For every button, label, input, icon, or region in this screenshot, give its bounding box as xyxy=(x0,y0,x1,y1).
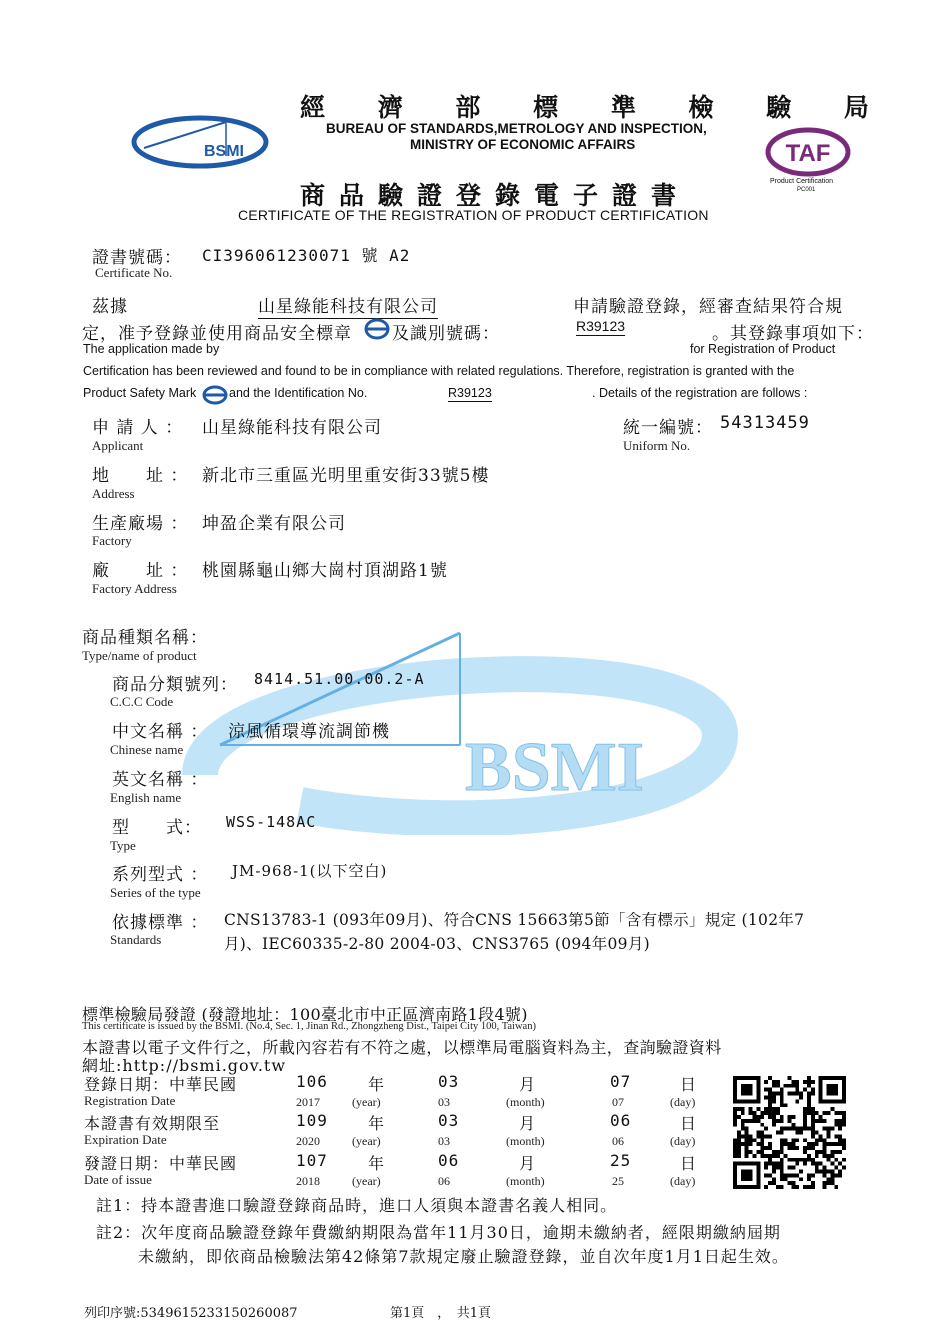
certificate-title-cn: 商品驗證登錄電子證書 xyxy=(300,181,691,210)
applicant-value: 山星綠能科技有限公司 xyxy=(202,418,382,438)
date-year-en: 2018 xyxy=(296,1174,320,1188)
month-unit-cn: 月 xyxy=(519,1075,537,1094)
ccc-label: 商品分類號列： xyxy=(112,675,238,695)
svg-text:TAF: TAF xyxy=(785,140,831,167)
address-label: 地 址 ： xyxy=(92,466,189,486)
preamble-hereby: 茲據 xyxy=(92,297,128,317)
chinese-name-label-en: Chinese name xyxy=(110,742,184,757)
date-year: 107 xyxy=(296,1151,328,1170)
english-name-label-en: English name xyxy=(110,790,182,805)
date-day-en: 06 xyxy=(612,1134,624,1148)
cert-no-label: 證書號碼： xyxy=(92,248,182,268)
page-number: 第1頁 ， 共1頁 xyxy=(390,1306,492,1321)
series-value: JM-968-1(以下空白) xyxy=(232,862,388,880)
ccc-value: 8414.51.00.00.2-A xyxy=(254,670,425,688)
month-unit-en: (month) xyxy=(506,1095,545,1109)
date-year-en: 2020 xyxy=(296,1134,320,1148)
day-unit-cn: 日 xyxy=(680,1154,698,1173)
print-serial: 列印序號:5349615233150260087 xyxy=(84,1306,298,1321)
series-label-en: Series of the type xyxy=(110,885,201,900)
ccc-label-en: C.C.C Code xyxy=(110,694,174,709)
factory-label-en: Factory xyxy=(92,533,132,548)
date-year: 106 xyxy=(296,1072,328,1091)
preamble-id-no: R39123 xyxy=(576,318,626,334)
svg-text:BSMI: BSMI xyxy=(465,729,644,806)
address-value: 新北市三重區光明里重安街33號5樓 xyxy=(202,466,490,486)
date-day-en: 07 xyxy=(612,1095,624,1109)
month-unit-cn: 月 xyxy=(519,1154,537,1173)
year-unit-cn: 年 xyxy=(368,1075,386,1094)
preamble-company: 山星綠能科技有限公司 xyxy=(258,292,438,319)
model-label: 型 式： xyxy=(112,818,202,838)
month-unit-en: (month) xyxy=(506,1174,545,1188)
preamble-line1: 申請驗證登錄，經審查結果符合規 xyxy=(573,297,843,317)
preamble-en-3d: . Details of the registration are follows : xyxy=(592,386,808,400)
date-year-en: 2017 xyxy=(296,1095,320,1109)
cert-no-value: CI396061230071 號 A2 xyxy=(202,246,411,265)
note-2-line-2: 未繳納，即依商品檢驗法第42條第7款規定廢止驗證登錄，並自次年度1月1日起生效。 xyxy=(138,1247,789,1266)
preamble-en-1a: The application made by xyxy=(83,342,220,356)
date-day: 07 xyxy=(610,1072,632,1091)
date-day: 06 xyxy=(610,1111,632,1130)
factory-address-label-en: Factory Address xyxy=(92,581,177,596)
note-1: 註1：持本證書進口驗證登錄商品時，進口人須與本證書名義人相同。 xyxy=(96,1196,618,1215)
date-month: 03 xyxy=(438,1111,460,1130)
year-unit-cn: 年 xyxy=(368,1154,386,1173)
date-month: 03 xyxy=(438,1072,460,1091)
preamble-line2b: 及識別號碼： xyxy=(392,324,500,344)
bureau-title-en-1: BUREAU OF STANDARDS,METROLOGY AND INSPECTION, xyxy=(326,121,707,136)
day-unit-en: (day) xyxy=(670,1134,696,1148)
chinese-name-value: 涼風循環導流調節機 xyxy=(228,722,390,742)
year-unit-en: (year) xyxy=(352,1134,381,1148)
english-name-label: 英文名稱 ： xyxy=(112,770,209,790)
safety-mark-icon-small xyxy=(202,385,228,409)
year-unit-en: (year) xyxy=(352,1095,381,1109)
address-label-en: Address xyxy=(92,486,135,501)
qr-code xyxy=(733,1076,846,1189)
electronic-note-2: 網址:http://bsmi.gov.tw xyxy=(82,1056,287,1075)
preamble-en-2: Certification has been reviewed and found to be in compliance with related regulations. Therefore, registration is granted with the xyxy=(83,364,795,378)
date-label-cn: 登錄日期：中華民國 xyxy=(84,1075,238,1094)
applicant-label: 申 請 人 ： xyxy=(92,418,184,438)
preamble-line2c: 。其登錄事項如下： xyxy=(712,324,874,344)
standards-label: 依據標準 ： xyxy=(112,913,209,933)
date-label-en: Date of issue xyxy=(84,1172,152,1187)
date-label-en: Registration Date xyxy=(84,1093,176,1108)
date-day-en: 25 xyxy=(612,1174,624,1188)
preamble-en-3a: Product Safety Mark xyxy=(83,386,197,400)
date-label-cn: 本證書有效期限至 xyxy=(84,1114,221,1133)
electronic-note-1: 本證書以電子文件行之，所載內容若有不符之處，以標準局電腦資料為主，查詢驗證資料 xyxy=(82,1038,722,1057)
chinese-name-label: 中文名稱 ： xyxy=(112,722,209,742)
applicant-label-en: Applicant xyxy=(92,438,144,453)
standards-label-en: Standards xyxy=(110,932,162,947)
product-type-label: 商品種類名稱： xyxy=(82,628,208,648)
month-unit-en: (month) xyxy=(506,1134,545,1148)
year-unit-cn: 年 xyxy=(368,1114,386,1133)
uniform-no-label-en: Uniform No. xyxy=(623,438,691,453)
date-month-en: 06 xyxy=(438,1174,450,1188)
factory-address-value: 桃園縣龜山鄉大崗村頂湖路1號 xyxy=(202,561,448,581)
month-unit-cn: 月 xyxy=(519,1114,537,1133)
year-unit-en: (year) xyxy=(352,1174,381,1188)
bureau-title-cn: 經 濟 部 標 準 檢 驗 局 xyxy=(300,93,891,122)
model-value: WSS-148AC xyxy=(226,813,317,831)
date-month: 06 xyxy=(438,1151,460,1170)
factory-address-label: 廠 址 ： xyxy=(92,561,189,581)
certificate-title-en: CERTIFICATE OF THE REGISTRATION OF PRODUCT CERTIFICATION xyxy=(238,207,709,223)
bsmi-logo xyxy=(130,112,270,170)
product-type-label-en: Type/name of product xyxy=(82,648,197,663)
date-month-en: 03 xyxy=(438,1134,450,1148)
issuer-line-en: This certificate is issued by the BSMI. (No.4, Sec. 1, Jinan Rd., Zhongzheng Dist., Taipei City 100, Taiwan) xyxy=(82,1021,536,1032)
day-unit-cn: 日 xyxy=(680,1114,698,1133)
day-unit-en: (day) xyxy=(670,1095,696,1109)
safety-mark-icon xyxy=(364,318,390,344)
uniform-no-value: 54313459 xyxy=(720,413,810,433)
day-unit-cn: 日 xyxy=(680,1075,698,1094)
issuer-line-cn: 標準檢驗局發證 (發證地址：100臺北市中正區濟南路1段4號) xyxy=(82,1005,528,1024)
model-label-en: Type xyxy=(110,838,136,853)
uniform-no-label: 統一編號： xyxy=(623,418,713,438)
standards-value-2: 月)、IEC60335-2-80 2004-03、CNS3765 (094年09月) xyxy=(224,935,650,953)
preamble-en-1b: for Registration of Product xyxy=(690,342,836,356)
factory-label: 生產廠場 ： xyxy=(92,514,189,534)
note-2-line-1: 註2：次年度商品驗證登錄年費繳納期限為當年11月30日，逾期未繳納者，經限期繳納屆期 xyxy=(96,1223,781,1242)
date-day: 25 xyxy=(610,1151,632,1170)
preamble-line2a: 定，准予登錄並使用商品安全標章 xyxy=(82,324,352,344)
cert-no-label-en: Certificate No. xyxy=(95,265,173,280)
standards-value-1: CNS13783-1 (093年09月)、符合CNS 15663第5節「含有標示」規定 (102年7 xyxy=(224,911,805,929)
bureau-title-en-2: MINISTRY OF ECONOMIC AFFAIRS xyxy=(410,137,636,152)
date-year: 109 xyxy=(296,1111,328,1130)
taf-caption-2: PC001 xyxy=(797,187,816,193)
preamble-en-3b: and the Identification No. xyxy=(229,386,368,400)
bsmi-logo-text: BSMI xyxy=(204,143,244,160)
preamble-en-3c: R39123 xyxy=(448,386,492,400)
day-unit-en: (day) xyxy=(670,1174,696,1188)
date-month-en: 03 xyxy=(438,1095,450,1109)
date-label-en: Expiration Date xyxy=(84,1132,167,1147)
date-label-cn: 發證日期：中華民國 xyxy=(84,1154,238,1173)
series-label: 系列型式 ： xyxy=(112,865,209,885)
taf-caption-1: Product Certification xyxy=(770,178,834,185)
factory-value: 坤盈企業有限公司 xyxy=(202,514,346,534)
